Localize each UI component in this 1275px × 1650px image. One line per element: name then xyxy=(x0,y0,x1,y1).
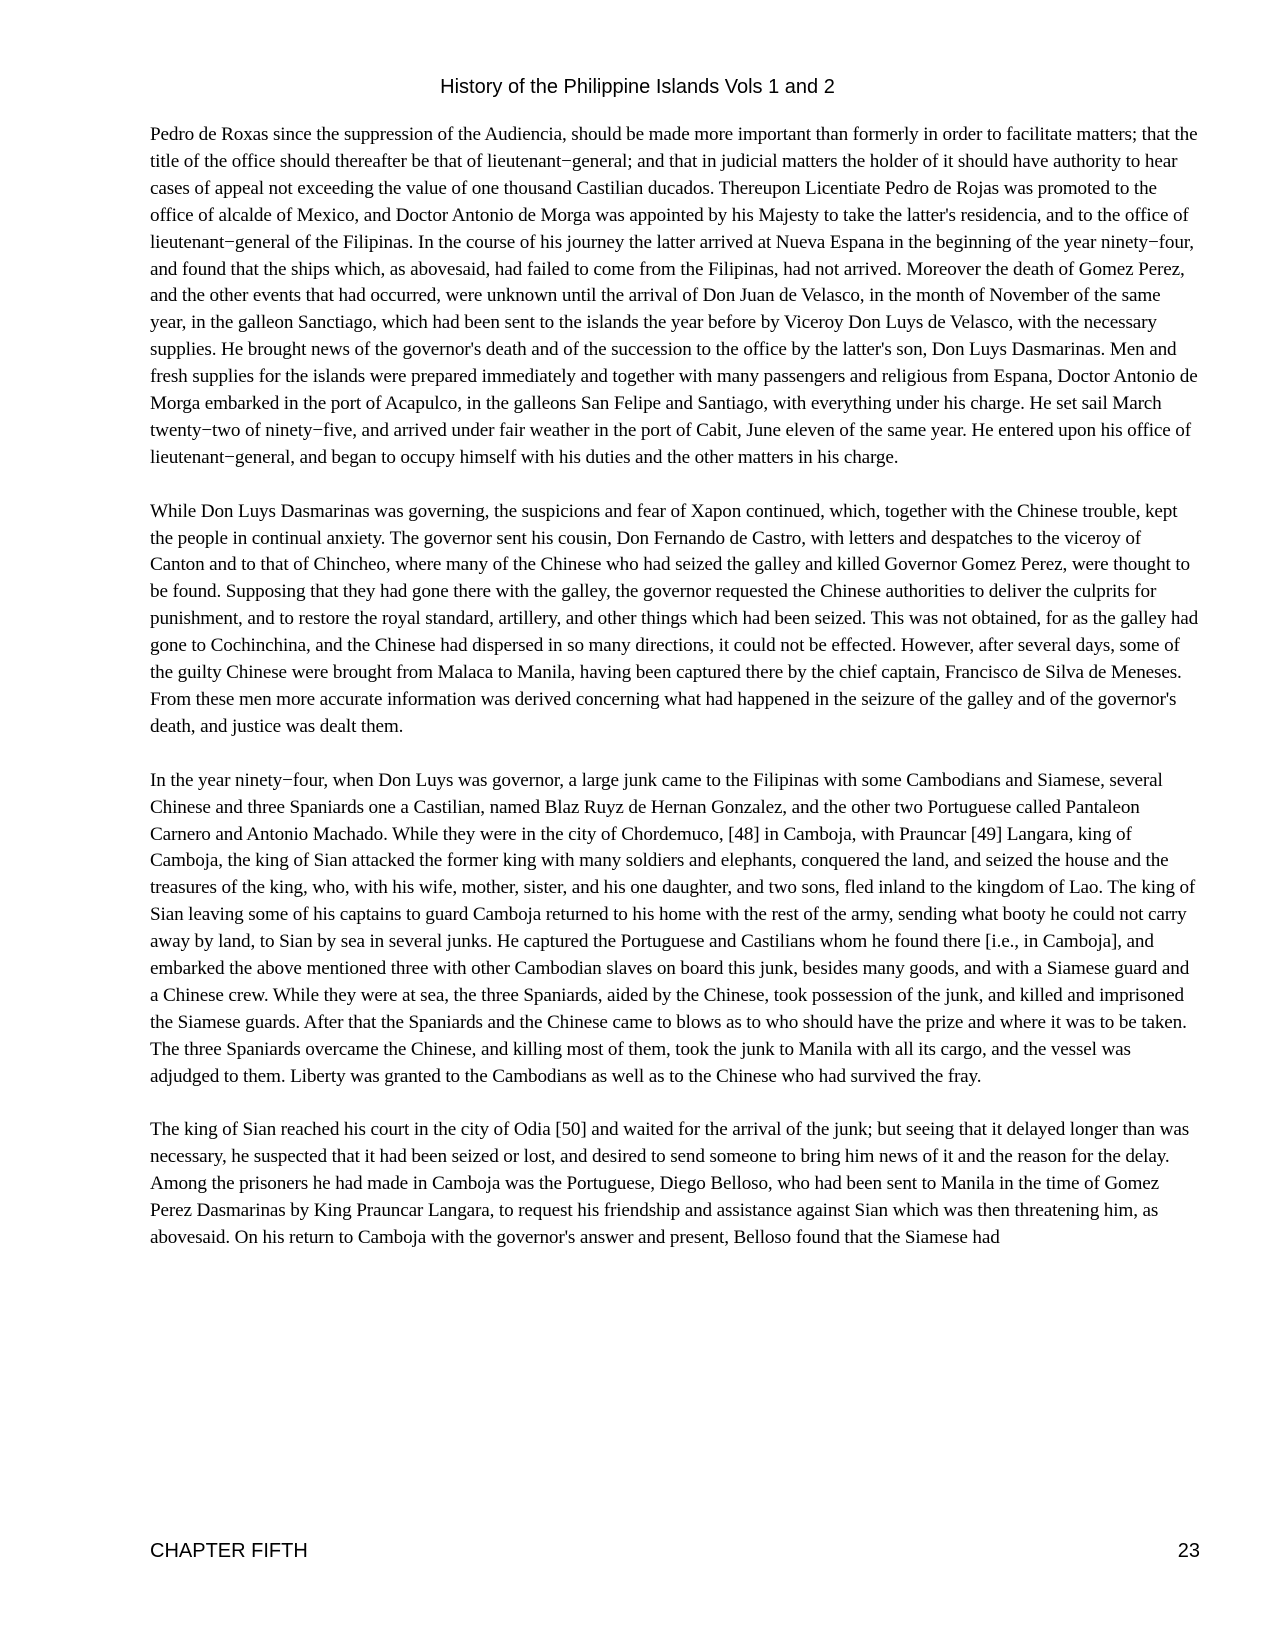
paragraph-1: Pedro de Roxas since the suppression of the Audiencia, should be made more important than formerly in order to facilitate matters; that the title of the office should thereafter be that of lieutenant−general; and that in judicial matters the holder of it should have authority to hear cases of appeal not exceeding the value of one thousand Castilian ducados. Thereupon Licentiate Pedro de Rojas was promoted to the office of alcalde of Mexico, and Doctor Antonio de Morga was appointed by his Majesty to take the latter's residencia, and to the office of lieutenant−general of the Filipinas. In the course of his journey the latter arrived at Nueva Espana in the beginning of the year ninety−four, and found that the ships which, as abovesaid, had failed to come from the Filipinas, had not arrived. Moreover the death of Gomez Perez, and the other events that had occurred, were unknown until the arrival of Don Juan de Velasco, in the month of November of the same year, in the galleon Sanctiago, which had been sent to the islands the year before by Viceroy Don Luys de Velasco, with the necessary supplies. He brought news of the governor's death and of the succession to the office by the latter's son, Don Luys Dasmarinas. Men and fresh supplies for the islands were prepared immediately and together with many passengers and religious from Espana, Doctor Antonio de Morga embarked in the port of Acapulco, in the galleons San Felipe and Santiago, with everything under his charge. He set sail March twenty−two of ninety−five, and arrived under fair weather in the port of Cabit, June eleven of the same year. He entered upon his office of lieutenant−general, and began to occupy himself with his duties and the other matters in his charge. xyxy=(150,124,1198,468)
paragraph-3: In the year ninety−four, when Don Luys was governor, a large junk came to the Filipinas with some Cambodians and Siamese, several Chinese and three Spaniards one a Castilian, named Blaz Ruyz de Hernan Gonzalez, and the other two Portuguese called Pantaleon Carnero and Antonio Machado. While they were in the city of Chordemuco, [48] in Camboja, with Prauncar [49] Langara, king of Camboja, the king of Sian attacked the former king with many soldiers and elephants, conquered the land, and seized the house and the treasures of the king, who, with his wife, mother, sister, and his one daughter, and two sons, fled inland to the kingdom of Lao. The king of Sian leaving some of his captains to guard Camboja returned to his home with the rest of the army, sending what booty he could not carry away by land, to Sian by sea in several junks. He captured the Portuguese and Castilians whom he found there [i.e., in Camboja], and embarked the above mentioned three with other Cambodian slaves on board this junk, besides many goods, and with a Siamese guard and a Chinese crew. While they were at sea, the three Spaniards, aided by the Chinese, took possession of the junk, and killed and imprisoned the Siamese guards. After that the Spaniards and the Chinese came to blows as to who should have the prize and where it was to be taken. The three Spaniards overcame the Chinese, and killing most of them, took the junk to Manila with all its cargo, and the vessel was adjudged to them. Liberty was granted to the Cambodians as well as to the Chinese who had survived the fray. xyxy=(150,769,1196,1087)
body-text xyxy=(150,122,1200,1279)
document-title: History of the Philippine Islands Vols 1 and 2 xyxy=(440,76,835,98)
paragraph-4: The king of Sian reached his court in the city of Odia [50] and waited for the arrival of the junk; but seeing that it delayed longer than was necessary, he suspected that it had been seized or lost, and desired to send someone to bring him news of it and the reason for the delay. Among the prisoners he had made in Camboja was the Portuguese, Diego Belloso, who had been sent to Manila in the time of Gomez Perez Dasmarinas by King Prauncar Langara, to request his friendship and assistance against Sian which was then threatening him, as abovesaid. On his return to Camboja with the governor's answer and present, Belloso found that the Siamese had xyxy=(150,1119,1190,1249)
page-header xyxy=(0,74,1275,100)
chapter-label: CHAPTER FIFTH xyxy=(150,1540,308,1562)
page-footer xyxy=(150,1538,1200,1564)
paragraph-2: While Don Luys Dasmarinas was governing, the suspicions and fear of Xapon continued, which, together with the Chinese trouble, kept the people in continual anxiety. The governor sent his cousin, Don Fernando de Castro, with letters and despatches to the viceroy of Canton and to that of Chincheo, where many of the Chinese who had seized the galley and killed Governor Gomez Perez, were thought to be found. Supposing that they had gone there with the galley, the governor requested the Chinese authorities to deliver the culprits for punishment, and to restore the royal standard, artillery, and other things which had been seized. This was not obtained, for as the galley had gone to Cochinchina, and the Chinese had dispersed in so many directions, it could not be effected. However, after several days, some of the guilty Chinese were brought from Malaca to Manila, having been captured there by the chief captain, Francisco de Silva de Meneses. From these men more accurate information was derived concerning what had happened in the seizure of the galley and of the governor's death, and justice was dealt them. xyxy=(150,500,1199,737)
page-number: 23 xyxy=(1177,1540,1200,1562)
